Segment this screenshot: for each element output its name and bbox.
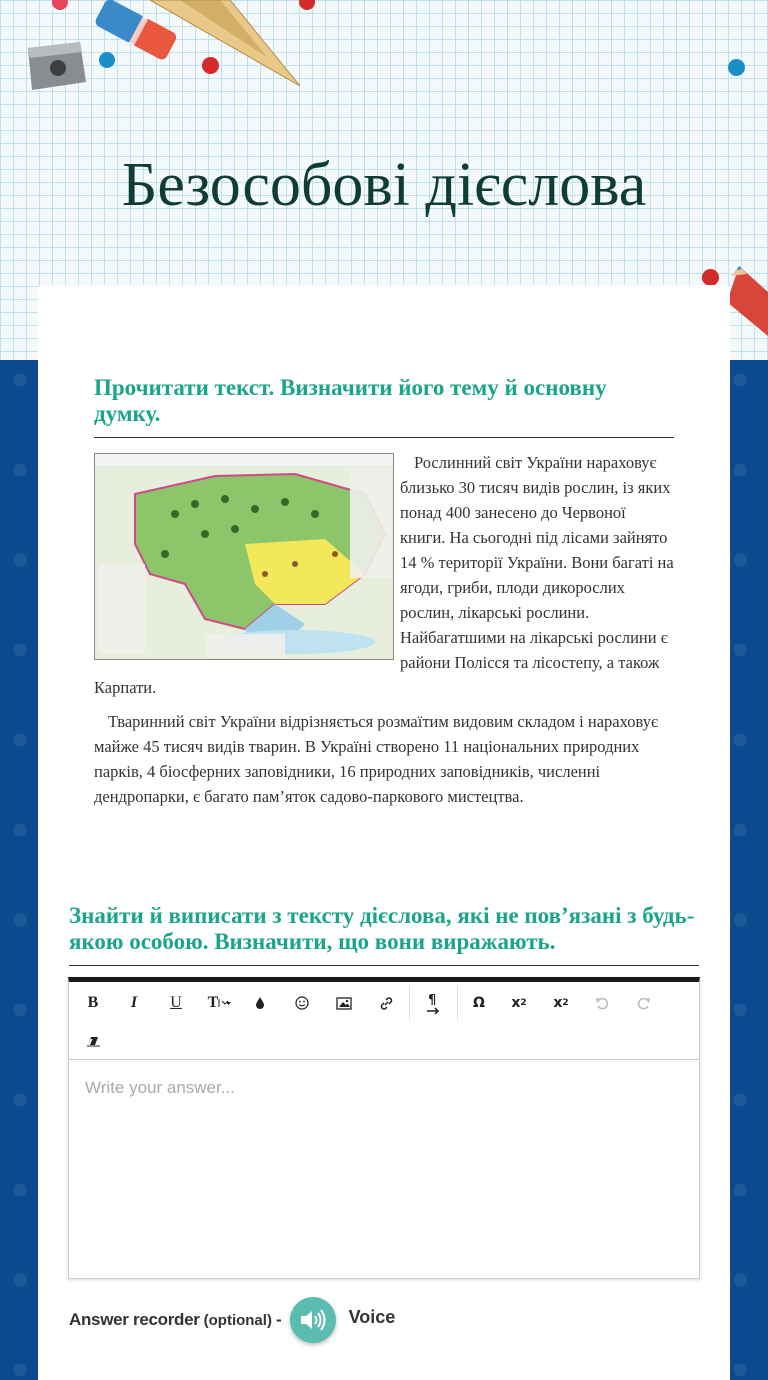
- link-icon: [379, 996, 394, 1011]
- recorder-optional: (optional): [203, 1311, 272, 1329]
- undo-icon: [595, 996, 609, 1010]
- voice-record-button[interactable]: [290, 1297, 336, 1343]
- drop-icon: [254, 996, 266, 1010]
- paragraph-direction-button[interactable]: [413, 986, 453, 1020]
- text-size-button[interactable]: [198, 986, 242, 1020]
- image-button[interactable]: [324, 986, 364, 1020]
- superscript-label: x: [553, 995, 563, 1011]
- text-color-button[interactable]: [240, 986, 280, 1020]
- subscript-label: x: [511, 995, 521, 1011]
- pencil-icon: [725, 262, 768, 342]
- red-dot: [202, 57, 219, 74]
- voice-label: Voice: [348, 1306, 396, 1327]
- redo-button[interactable]: [624, 986, 664, 1020]
- divider: [94, 437, 674, 438]
- paragraph-flora: Рослинний світ України нараховує близько 30 тисяч видів рослин, із яких понад 400 занесено до Червоної книги. На сьогодні під лісами зайнято 14 % території України. Вони багаті на ягоди, гриби, плоди дикорослих рослин, лікарські рослини. Найбагатшими на лікарські рослини є райони Полісся та лісостепу, а також Карпати.: [94, 453, 674, 697]
- ruler-icon: [150, 0, 305, 90]
- section-heading-task: Знайти й виписати з тексту дієслова, які не пов’язані з будь-якою особою. Визначити, що вони виражають.: [69, 903, 695, 954]
- blue-dot: [728, 59, 745, 76]
- toolbar-separator: [457, 986, 458, 1020]
- emoji-button[interactable]: [282, 986, 322, 1020]
- text-size-label: T: [207, 994, 219, 1011]
- toolbar-separator: [409, 986, 410, 1020]
- blue-dot: [99, 52, 115, 68]
- reading-text: [94, 450, 674, 809]
- map-icon: [95, 454, 394, 660]
- svg-text:¶: ¶: [428, 993, 437, 1008]
- smiley-icon: [295, 996, 309, 1010]
- recorder-dash: -: [275, 1310, 282, 1329]
- redo-icon: [637, 996, 651, 1010]
- clear-format-button[interactable]: [73, 1024, 113, 1058]
- image-icon: [336, 997, 352, 1010]
- paragraph-fauna: Тваринний світ України відрізняється розмаїтим видовим складом і нараховує майже 45 тисяч видів тварин. В Україні створено 11 національних природних парків, 4 біосферних заповідники, 16 природних заповідників, численні дендропарки, є багато пам’яток садово-паркового мистецтва.: [94, 712, 659, 806]
- rich-text-editor: [68, 977, 700, 1279]
- special-characters-button[interactable]: Ω: [473, 995, 485, 1011]
- superscript-button[interactable]: [541, 986, 581, 1020]
- subscript-mark: 2: [520, 998, 527, 1008]
- eraser-icon: [86, 1035, 101, 1047]
- red-dot: [702, 269, 719, 286]
- subscript-button[interactable]: [499, 986, 539, 1020]
- pilcrow-arrow-icon: [425, 991, 441, 1015]
- undo-button[interactable]: [582, 986, 622, 1020]
- sharpener-icon: [22, 38, 90, 94]
- section-heading-reading: Прочитати текст. Визначити його тему й основну думку.: [94, 375, 607, 426]
- caret-down-icon: [218, 997, 232, 1009]
- superscript-mark: 2: [562, 998, 569, 1008]
- speaker-icon: [299, 1308, 327, 1332]
- answer-input[interactable]: Write your answer...: [85, 1078, 235, 1097]
- editor-toolbar: [69, 982, 699, 1060]
- link-button[interactable]: [366, 986, 406, 1020]
- italic-button[interactable]: I: [130, 994, 138, 1011]
- bold-button[interactable]: B: [87, 994, 99, 1011]
- underline-button[interactable]: U: [170, 994, 182, 1011]
- page-title: Безособові дієслова: [121, 151, 647, 219]
- ukraine-nature-map: [94, 453, 394, 660]
- recorder-label: Answer recorder: [69, 1310, 200, 1329]
- answer-recorder: [69, 1297, 395, 1343]
- divider: [69, 965, 699, 966]
